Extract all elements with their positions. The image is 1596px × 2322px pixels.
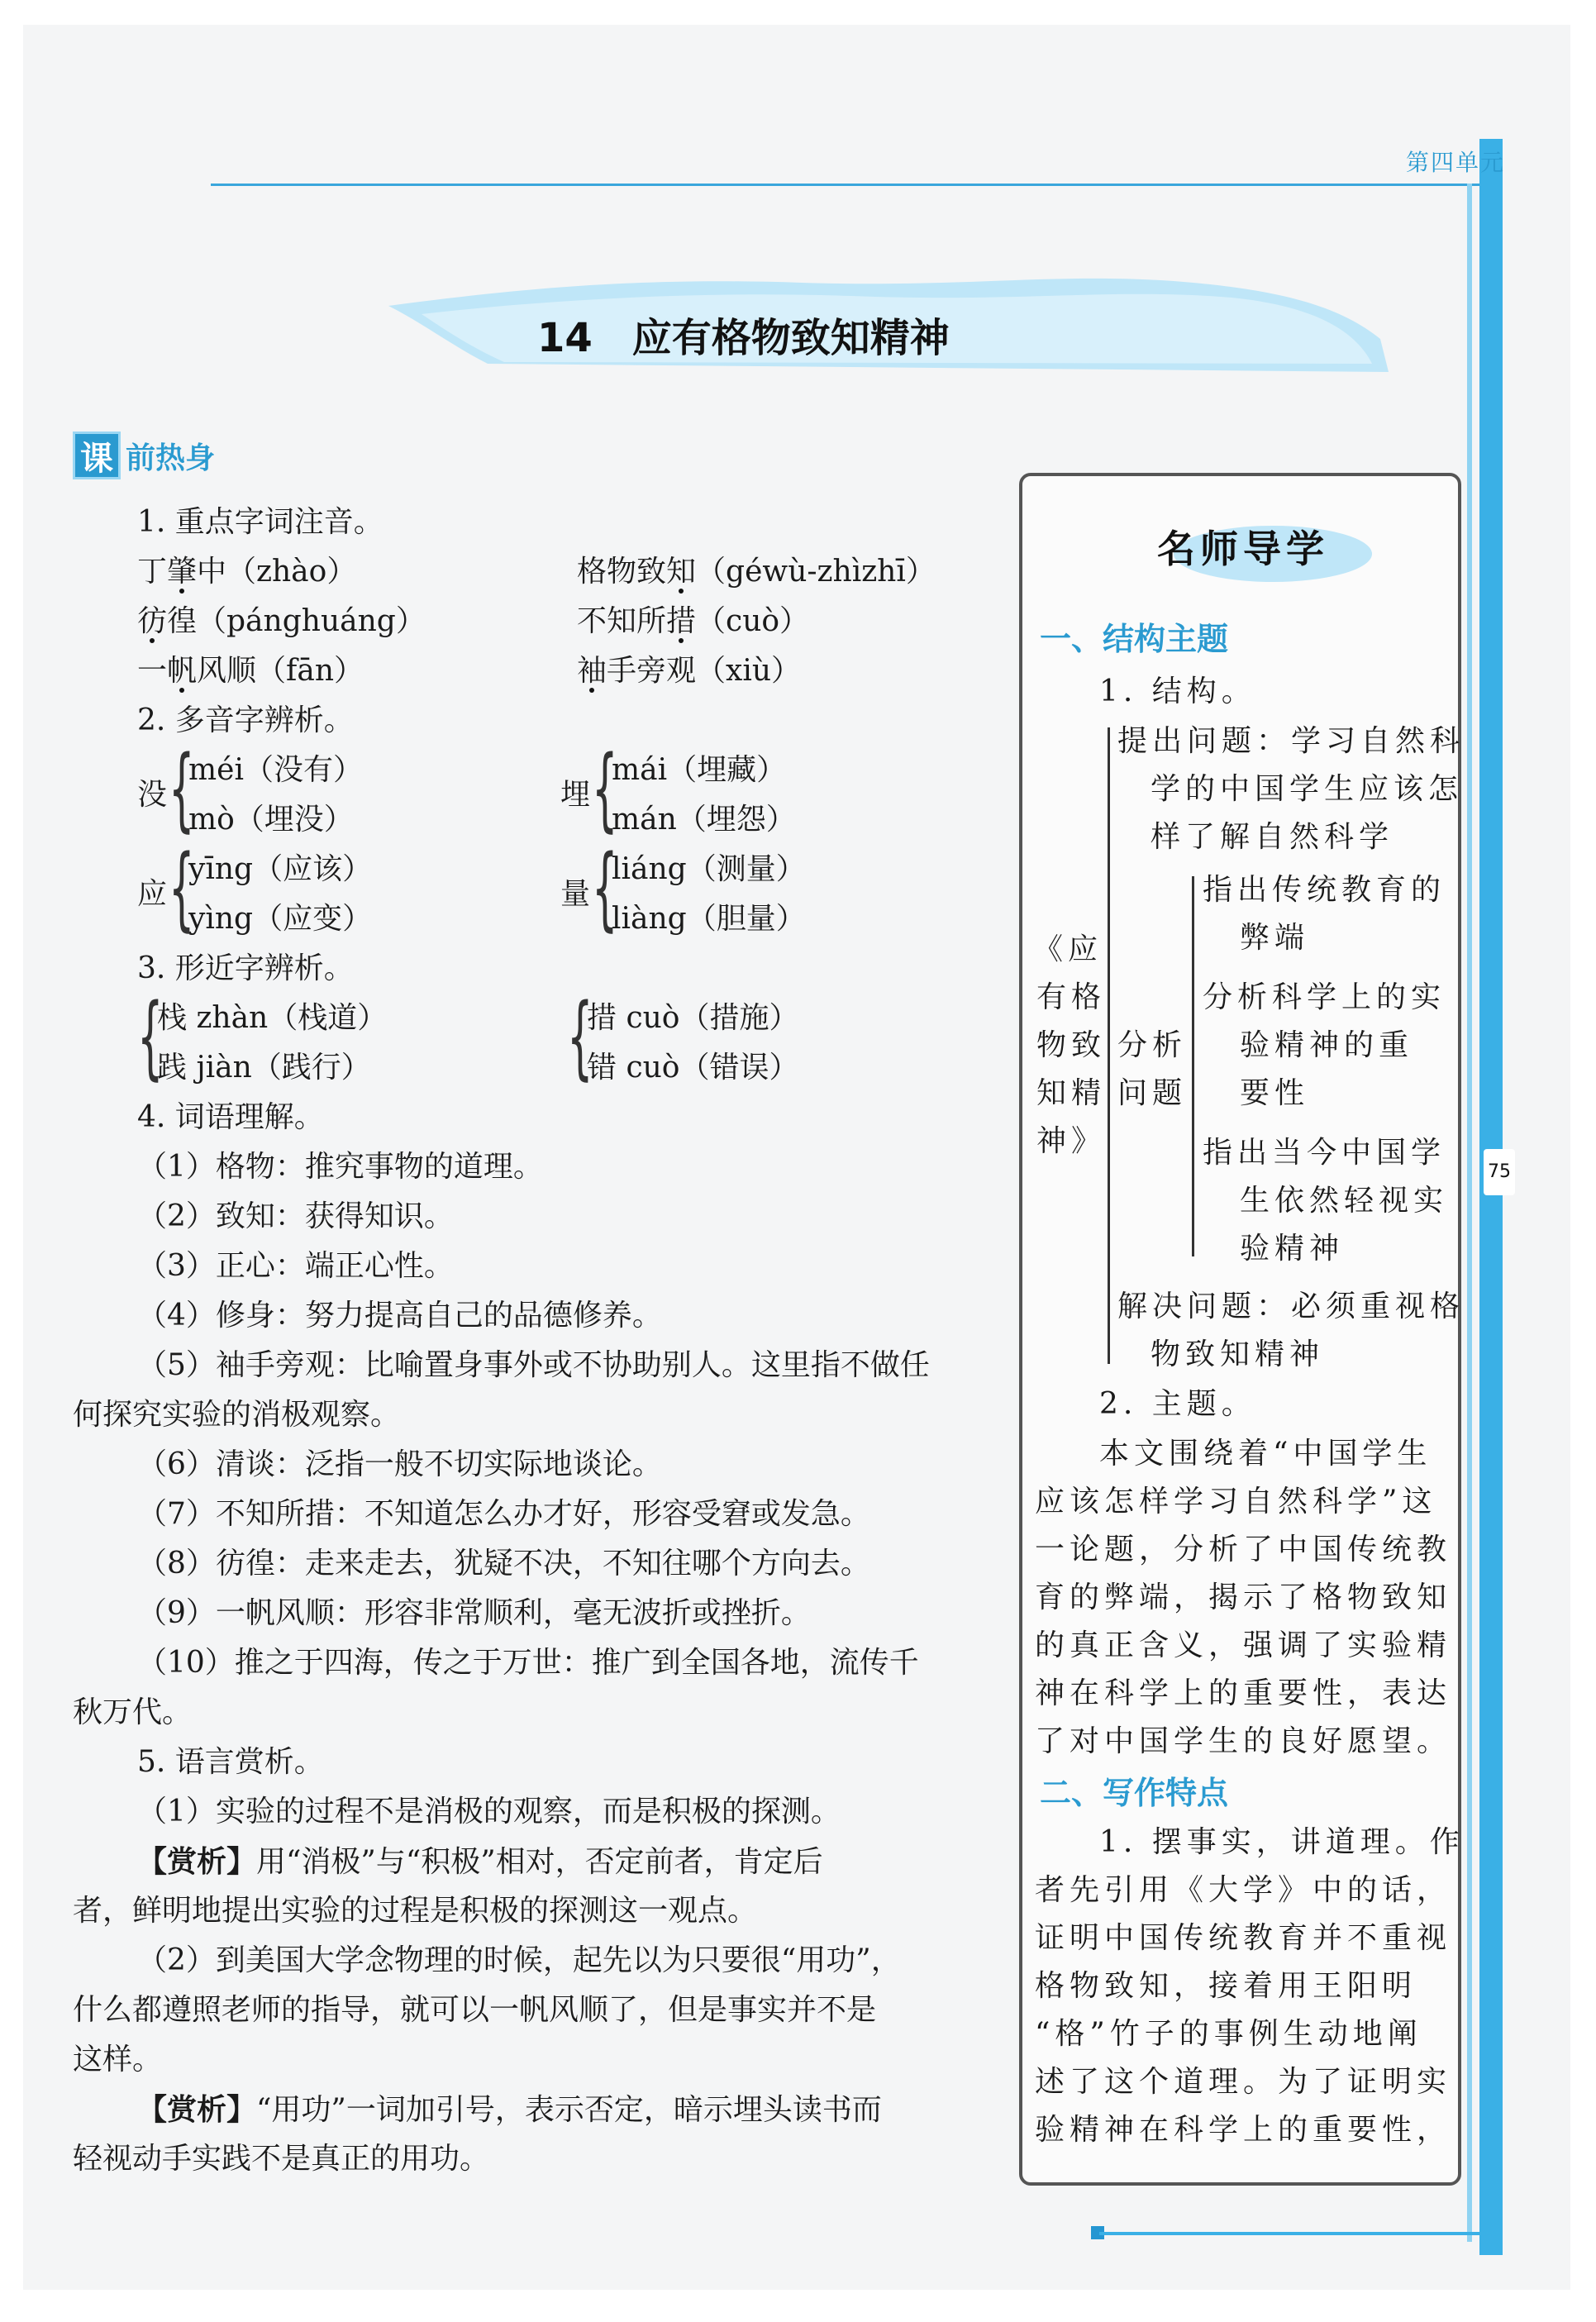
outline-analysis-point: 分析科学上的实: [1203, 980, 1446, 1014]
theme-line: 一论题，分析了中国传统教: [1035, 1533, 1452, 1566]
writing-line: 1. 摆事实，讲道理。作: [1099, 1825, 1465, 1859]
similar-item: 措 cuò（措施）: [587, 1001, 799, 1035]
section-header: [73, 432, 215, 479]
heading-polyphone: 2. 多音字辨析。: [137, 703, 354, 737]
theme-line: 育的弊端，揭示了格物致知: [1035, 1581, 1452, 1614]
outline-root: 有格: [1036, 980, 1107, 1014]
outline-line: [1108, 727, 1110, 1364]
outline-line: [1192, 876, 1194, 1256]
vocab-line: （1）格物：推究事物的道理。: [137, 1150, 543, 1184]
panel-heading-writing: 二、写作特点: [1040, 1775, 1229, 1811]
header-rule: [211, 184, 1484, 186]
poly-char: 没: [137, 778, 168, 812]
outline-analysis-point: 指出当今中国学: [1203, 1136, 1446, 1170]
heading-pronunciation: 1. 重点字词注音。: [137, 505, 384, 539]
similar-item: 践 jiàn（践行）: [157, 1051, 371, 1085]
vocab-line: （2）致知：获得知识。: [137, 1199, 454, 1233]
poly-reading: yìng（应变）: [188, 902, 373, 936]
pron-item: 彷徨（pánghuáng）: [137, 604, 426, 638]
writing-line: 证明中国传统教育并不重视: [1035, 1921, 1452, 1955]
pron-item: 格物致知（géwù-zhìzhī）: [577, 555, 936, 589]
lesson-title: 14 应有格物致知精神: [537, 315, 950, 361]
heading-similar: 3. 形近字辨析。: [137, 951, 354, 985]
writing-line: 验精神在科学上的重要性，: [1035, 2113, 1452, 2147]
poly-reading: liáng（测量）: [612, 852, 806, 886]
outline-raise: 样了解自然科学: [1151, 820, 1394, 854]
lang-question: 什么都遵照老师的指导，就可以一帆风顺了，但是事实并不是: [73, 1993, 877, 2027]
outline-analyze: 分析: [1117, 1028, 1188, 1062]
lang-answer: 轻视动手实践不是真正的用功。: [73, 2142, 490, 2176]
outline-root: 知精: [1036, 1076, 1107, 1110]
vocab-line: （4）修身：努力提高自己的品德修养。: [137, 1299, 662, 1333]
pron-item: 袖手旁观（xiù）: [577, 654, 802, 688]
lang-question: （2）到美国大学念物理的时候，起先以为只要很“用功”，: [137, 1943, 901, 1977]
outline-root: 《应: [1033, 932, 1103, 966]
outline-raise: 提出问题：学习自然科: [1117, 724, 1465, 758]
outline-root: 神》: [1036, 1124, 1107, 1158]
outline-analysis-point: 验精神: [1240, 1232, 1345, 1266]
poly-reading: liàng（胆量）: [612, 902, 806, 936]
outline-analysis-point: 验精神的重: [1240, 1028, 1414, 1062]
theme-line: 的真正含义，强调了实验精: [1035, 1628, 1452, 1662]
outline-analysis-point: 生依然轻视实: [1240, 1184, 1449, 1218]
panel-heading-structure: 一、结构主题: [1040, 621, 1229, 657]
brace-icon: {: [567, 984, 593, 1089]
footer-rule: [1099, 2232, 1496, 2235]
brace-icon: {: [137, 984, 164, 1089]
side-bar-shadow: [1467, 184, 1472, 2242]
poly-char: 埋: [560, 778, 591, 812]
similar-item: 栈 zhàn（栈道）: [157, 1001, 388, 1035]
vocab-line: （10）推之于四海，传之于万世：推广到全国各地，流传千: [137, 1646, 919, 1680]
outline-solve: 物致知精神: [1151, 1337, 1325, 1371]
pron-item: 一帆风顺（fān）: [137, 654, 364, 688]
outline-solve: 解决问题：必须重视格: [1117, 1290, 1465, 1323]
brace-icon: {: [592, 835, 618, 941]
vocab-line: 何探究实验的消极观察。: [73, 1398, 401, 1432]
brace-icon: {: [592, 736, 618, 842]
page-number: 75: [1484, 1149, 1515, 1195]
heading-language: 5. 语言赏析。: [137, 1745, 324, 1779]
pron-item: 不知所措（cuò）: [577, 604, 810, 638]
lang-answer: 【赏析】“用功”一词加引号，表示否定，暗示埋头读书而: [137, 2092, 882, 2127]
brace-icon: {: [169, 736, 195, 842]
poly-char: 应: [137, 877, 168, 911]
unit-label: 第四单元: [1405, 149, 1505, 176]
vocab-line: （3）正心：端正心性。: [137, 1249, 454, 1283]
lang-question: （1）实验的过程不是消极的观察，而是积极的探测。: [137, 1795, 841, 1829]
vocab-line: （7）不知所措：不知道怎么办才好，形容受窘或发急。: [137, 1497, 870, 1531]
writing-line: 者先引用《大学》中的话，: [1035, 1873, 1452, 1907]
theme-line: 本文围绕着“中国学生: [1099, 1437, 1432, 1471]
poly-char: 量: [560, 877, 591, 911]
vocab-line: 秋万代。: [73, 1695, 193, 1729]
pron-item: 丁肇中（zhào）: [137, 555, 357, 589]
outline-analysis-point: 要性: [1240, 1076, 1310, 1110]
lang-answer: 【赏析】用“消极”与“积极”相对，否定前者，肯定后: [137, 1844, 823, 1879]
vocab-line: （5）袖手旁观：比喻置身事外或不协助别人。这里指不做任: [137, 1348, 930, 1382]
theme-line: 应该怎样学习自然科学”这: [1035, 1485, 1437, 1519]
vocab-line: （6）清谈：泛指一般不切实际地谈论。: [137, 1447, 662, 1481]
poly-reading: mái（埋藏）: [612, 753, 787, 787]
ke-badge: 课: [73, 432, 121, 479]
vocab-line: （9）一帆风顺：形容非常顺利，毫无波折或挫折。: [137, 1596, 811, 1630]
outline-analysis-point: 指出传统教育的: [1203, 873, 1446, 907]
vocab-line: （8）彷徨：走来走去，犹疑不决，不知往哪个方向去。: [137, 1547, 870, 1581]
lang-question: 这样。: [73, 2043, 163, 2076]
writing-line: 述了这个道理。为了证明实: [1035, 2065, 1452, 2099]
writing-line: “格”竹子的事例生动地阐: [1035, 2017, 1422, 2051]
poly-reading: mán（埋怨）: [612, 803, 796, 837]
outline-analysis-point: 弊端: [1240, 921, 1310, 955]
poly-reading: yīng（应该）: [188, 852, 373, 886]
theme-line: 神在科学上的重要性，表达: [1035, 1676, 1452, 1710]
outline-root: 物致: [1036, 1028, 1107, 1062]
theme-label: 2. 主题。: [1099, 1387, 1256, 1421]
similar-item: 错 cuò（错误）: [587, 1051, 799, 1085]
writing-line: 格物致知，接着用王阳明: [1035, 1969, 1417, 2003]
panel-title: 名师导学: [1157, 527, 1329, 571]
poly-reading: méi（没有）: [188, 753, 363, 787]
section-header-text: 前热身: [126, 441, 216, 475]
outline-analyze: 问题: [1117, 1076, 1188, 1110]
brace-icon: {: [169, 835, 195, 941]
outline-raise: 学的中国学生应该怎: [1151, 772, 1464, 806]
structure-label: 1. 结构。: [1099, 675, 1256, 708]
theme-line: 了对中国学生的良好愿望。: [1035, 1724, 1452, 1758]
heading-vocab: 4. 词语理解。: [137, 1100, 324, 1134]
side-bar: [1479, 139, 1503, 2255]
lang-answer: 者，鲜明地提出实验的过程是积极的探测这一观点。: [73, 1894, 758, 1928]
poly-reading: mò（埋没）: [188, 803, 354, 837]
